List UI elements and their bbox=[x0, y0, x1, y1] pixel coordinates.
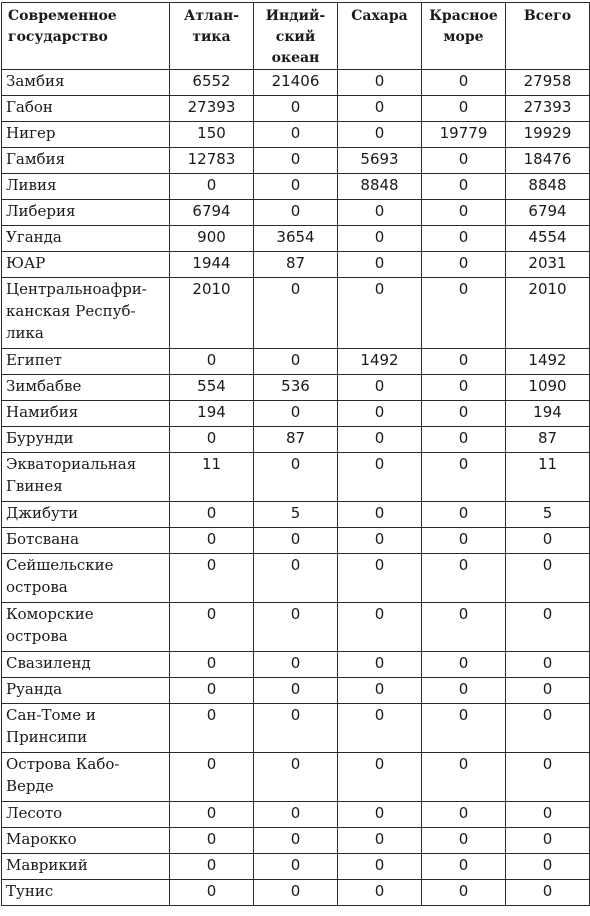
value-cell: 0 bbox=[254, 704, 338, 753]
country-cell: Зимбабве bbox=[2, 375, 170, 401]
value-cell: 0 bbox=[254, 880, 338, 906]
value-cell: 900 bbox=[170, 226, 254, 252]
header-atlantic bbox=[170, 3, 254, 70]
value-cell: 87 bbox=[506, 427, 590, 453]
value-cell: 0 bbox=[422, 427, 506, 453]
table-row bbox=[2, 528, 590, 554]
header-sahara bbox=[338, 3, 422, 70]
value-cell: 8848 bbox=[338, 174, 422, 200]
value-cell: 2031 bbox=[506, 252, 590, 278]
country-cell: Тунис bbox=[2, 880, 170, 906]
value-cell: 87 bbox=[254, 427, 338, 453]
country-cell: Нигер bbox=[2, 122, 170, 148]
value-cell: 0 bbox=[506, 528, 590, 554]
value-cell: 5 bbox=[254, 502, 338, 528]
country-cell: Свазиленд bbox=[2, 652, 170, 678]
country-cell: Ботсвана bbox=[2, 528, 170, 554]
value-cell: 0 bbox=[338, 528, 422, 554]
value-cell: 194 bbox=[506, 401, 590, 427]
value-cell: 0 bbox=[422, 880, 506, 906]
value-cell: 0 bbox=[254, 528, 338, 554]
value-cell: 0 bbox=[338, 603, 422, 652]
value-cell: 27393 bbox=[506, 96, 590, 122]
value-cell: 0 bbox=[170, 528, 254, 554]
header-total bbox=[506, 3, 590, 70]
value-cell: 0 bbox=[170, 880, 254, 906]
table-row bbox=[2, 200, 590, 226]
value-cell: 0 bbox=[338, 252, 422, 278]
value-cell: 8848 bbox=[506, 174, 590, 200]
value-cell: 0 bbox=[338, 278, 422, 349]
country-cell: Коморские острова bbox=[2, 603, 170, 652]
header-indian-line3: океан bbox=[271, 50, 320, 66]
value-cell: 3654 bbox=[254, 226, 338, 252]
value-cell: 6552 bbox=[170, 70, 254, 96]
value-cell: 0 bbox=[422, 678, 506, 704]
value-cell: 0 bbox=[422, 226, 506, 252]
value-cell: 1090 bbox=[506, 375, 590, 401]
header-sahara-label: Сахара bbox=[351, 8, 408, 24]
table-row bbox=[2, 828, 590, 854]
value-cell: 0 bbox=[422, 502, 506, 528]
value-cell: 0 bbox=[254, 652, 338, 678]
value-cell: 11 bbox=[506, 453, 590, 502]
value-cell: 0 bbox=[170, 828, 254, 854]
country-cell: Сейшельские острова bbox=[2, 554, 170, 603]
value-cell: 0 bbox=[422, 349, 506, 375]
table-row bbox=[2, 252, 590, 278]
header-country-line2: государство bbox=[8, 29, 108, 45]
value-cell: 0 bbox=[422, 200, 506, 226]
value-cell: 0 bbox=[506, 854, 590, 880]
value-cell: 194 bbox=[170, 401, 254, 427]
header-country bbox=[2, 3, 170, 70]
value-cell: 6794 bbox=[170, 200, 254, 226]
value-cell: 0 bbox=[170, 652, 254, 678]
table-row bbox=[2, 652, 590, 678]
table-row bbox=[2, 278, 590, 349]
value-cell: 554 bbox=[170, 375, 254, 401]
header-indian-line2: ский bbox=[275, 29, 316, 45]
table-row bbox=[2, 802, 590, 828]
country-cell: Руанда bbox=[2, 678, 170, 704]
value-cell: 0 bbox=[338, 502, 422, 528]
value-cell: 0 bbox=[422, 828, 506, 854]
value-cell: 0 bbox=[170, 854, 254, 880]
country-cell: Либерия bbox=[2, 200, 170, 226]
country-cell: Центральноафри- канская Респуб- лика bbox=[2, 278, 170, 349]
value-cell: 0 bbox=[170, 349, 254, 375]
value-cell: 0 bbox=[506, 652, 590, 678]
value-cell: 0 bbox=[338, 802, 422, 828]
value-cell: 87 bbox=[254, 252, 338, 278]
value-cell: 0 bbox=[170, 427, 254, 453]
value-cell: 0 bbox=[338, 554, 422, 603]
value-cell: 0 bbox=[170, 678, 254, 704]
header-total-label: Всего bbox=[523, 8, 572, 24]
value-cell: 0 bbox=[338, 427, 422, 453]
header-red-sea bbox=[422, 3, 506, 70]
value-cell: 1944 bbox=[170, 252, 254, 278]
value-cell: 0 bbox=[338, 401, 422, 427]
table-row bbox=[2, 70, 590, 96]
value-cell: 0 bbox=[338, 122, 422, 148]
table-body bbox=[2, 70, 590, 906]
country-cell: Замбия bbox=[2, 70, 170, 96]
value-cell: 0 bbox=[422, 278, 506, 349]
value-cell: 0 bbox=[422, 453, 506, 502]
value-cell: 0 bbox=[338, 704, 422, 753]
value-cell: 0 bbox=[338, 652, 422, 678]
value-cell: 0 bbox=[422, 174, 506, 200]
data-table bbox=[1, 2, 590, 906]
value-cell: 0 bbox=[338, 854, 422, 880]
value-cell: 21406 bbox=[254, 70, 338, 96]
value-cell: 0 bbox=[422, 252, 506, 278]
value-cell: 0 bbox=[254, 603, 338, 652]
value-cell: 27393 bbox=[170, 96, 254, 122]
value-cell: 0 bbox=[254, 200, 338, 226]
table-row bbox=[2, 401, 590, 427]
value-cell: 0 bbox=[506, 603, 590, 652]
value-cell: 0 bbox=[170, 704, 254, 753]
table-row bbox=[2, 427, 590, 453]
value-cell: 150 bbox=[170, 122, 254, 148]
value-cell: 0 bbox=[254, 148, 338, 174]
value-cell: 19779 bbox=[422, 122, 506, 148]
value-cell: 0 bbox=[170, 174, 254, 200]
value-cell: 0 bbox=[254, 828, 338, 854]
value-cell: 0 bbox=[506, 753, 590, 802]
country-cell: Бурунди bbox=[2, 427, 170, 453]
value-cell: 0 bbox=[254, 854, 338, 880]
value-cell: 0 bbox=[422, 401, 506, 427]
value-cell: 0 bbox=[338, 226, 422, 252]
country-cell: Марокко bbox=[2, 828, 170, 854]
value-cell: 0 bbox=[170, 802, 254, 828]
header-atlantic-line1: Атлан- bbox=[183, 8, 240, 24]
value-cell: 0 bbox=[506, 802, 590, 828]
value-cell: 0 bbox=[422, 554, 506, 603]
country-cell: Ливия bbox=[2, 174, 170, 200]
value-cell: 0 bbox=[338, 453, 422, 502]
value-cell: 0 bbox=[422, 148, 506, 174]
value-cell: 0 bbox=[422, 652, 506, 678]
value-cell: 0 bbox=[170, 603, 254, 652]
value-cell: 5 bbox=[506, 502, 590, 528]
table-row bbox=[2, 554, 590, 603]
country-cell: Маврикий bbox=[2, 854, 170, 880]
header-indian-ocean bbox=[254, 3, 338, 70]
value-cell: 6794 bbox=[506, 200, 590, 226]
country-cell: Уганда bbox=[2, 226, 170, 252]
value-cell: 0 bbox=[170, 502, 254, 528]
value-cell: 0 bbox=[338, 70, 422, 96]
table-row bbox=[2, 349, 590, 375]
value-cell: 1492 bbox=[338, 349, 422, 375]
table-row bbox=[2, 704, 590, 753]
value-cell: 0 bbox=[254, 278, 338, 349]
value-cell: 0 bbox=[506, 880, 590, 906]
header-redsea-line2: море bbox=[443, 29, 484, 45]
value-cell: 0 bbox=[422, 753, 506, 802]
country-cell: ЮАР bbox=[2, 252, 170, 278]
value-cell: 0 bbox=[338, 678, 422, 704]
country-cell: Намибия bbox=[2, 401, 170, 427]
value-cell: 0 bbox=[254, 753, 338, 802]
country-cell: Сан-Томе и Принсипи bbox=[2, 704, 170, 753]
value-cell: 0 bbox=[422, 375, 506, 401]
value-cell: 0 bbox=[254, 349, 338, 375]
value-cell: 0 bbox=[338, 96, 422, 122]
value-cell: 0 bbox=[422, 704, 506, 753]
value-cell: 0 bbox=[506, 828, 590, 854]
value-cell: 1492 bbox=[506, 349, 590, 375]
header-row bbox=[2, 3, 590, 70]
table-row bbox=[2, 678, 590, 704]
value-cell: 0 bbox=[170, 554, 254, 603]
value-cell: 0 bbox=[338, 200, 422, 226]
value-cell: 0 bbox=[254, 554, 338, 603]
country-cell: Экваториальная Гвинея bbox=[2, 453, 170, 502]
value-cell: 5693 bbox=[338, 148, 422, 174]
table-row bbox=[2, 122, 590, 148]
value-cell: 4554 bbox=[506, 226, 590, 252]
country-cell: Лесото bbox=[2, 802, 170, 828]
country-cell: Гамбия bbox=[2, 148, 170, 174]
table-row bbox=[2, 603, 590, 652]
value-cell: 11 bbox=[170, 453, 254, 502]
value-cell: 0 bbox=[338, 753, 422, 802]
value-cell: 0 bbox=[422, 96, 506, 122]
value-cell: 0 bbox=[338, 375, 422, 401]
value-cell: 0 bbox=[338, 828, 422, 854]
country-cell: Габон bbox=[2, 96, 170, 122]
table-row bbox=[2, 502, 590, 528]
value-cell: 0 bbox=[254, 453, 338, 502]
value-cell: 0 bbox=[506, 678, 590, 704]
value-cell: 0 bbox=[170, 753, 254, 802]
header-atlantic-line2: тика bbox=[192, 29, 231, 45]
value-cell: 12783 bbox=[170, 148, 254, 174]
country-cell: Острова Кабо- Верде bbox=[2, 753, 170, 802]
value-cell: 0 bbox=[254, 802, 338, 828]
header-country-line1: Современное bbox=[8, 8, 117, 24]
value-cell: 0 bbox=[254, 96, 338, 122]
table-row bbox=[2, 148, 590, 174]
value-cell: 0 bbox=[422, 528, 506, 554]
value-cell: 27958 bbox=[506, 70, 590, 96]
table-row bbox=[2, 96, 590, 122]
value-cell: 0 bbox=[506, 704, 590, 753]
country-cell: Египет bbox=[2, 349, 170, 375]
table-row bbox=[2, 880, 590, 906]
value-cell: 0 bbox=[422, 802, 506, 828]
value-cell: 0 bbox=[254, 678, 338, 704]
table-row bbox=[2, 375, 590, 401]
value-cell: 0 bbox=[338, 880, 422, 906]
value-cell: 0 bbox=[254, 174, 338, 200]
value-cell: 0 bbox=[506, 554, 590, 603]
table-row bbox=[2, 174, 590, 200]
value-cell: 0 bbox=[254, 122, 338, 148]
table-row bbox=[2, 453, 590, 502]
value-cell: 19929 bbox=[506, 122, 590, 148]
value-cell: 0 bbox=[422, 854, 506, 880]
value-cell: 0 bbox=[422, 70, 506, 96]
country-cell: Джибути bbox=[2, 502, 170, 528]
value-cell: 2010 bbox=[506, 278, 590, 349]
table-row bbox=[2, 753, 590, 802]
value-cell: 18476 bbox=[506, 148, 590, 174]
value-cell: 0 bbox=[422, 603, 506, 652]
table-row bbox=[2, 226, 590, 252]
header-redsea-line1: Красное bbox=[429, 8, 498, 24]
value-cell: 0 bbox=[254, 401, 338, 427]
value-cell: 536 bbox=[254, 375, 338, 401]
value-cell: 2010 bbox=[170, 278, 254, 349]
header-indian-line1: Индий- bbox=[265, 8, 326, 24]
table-row bbox=[2, 854, 590, 880]
